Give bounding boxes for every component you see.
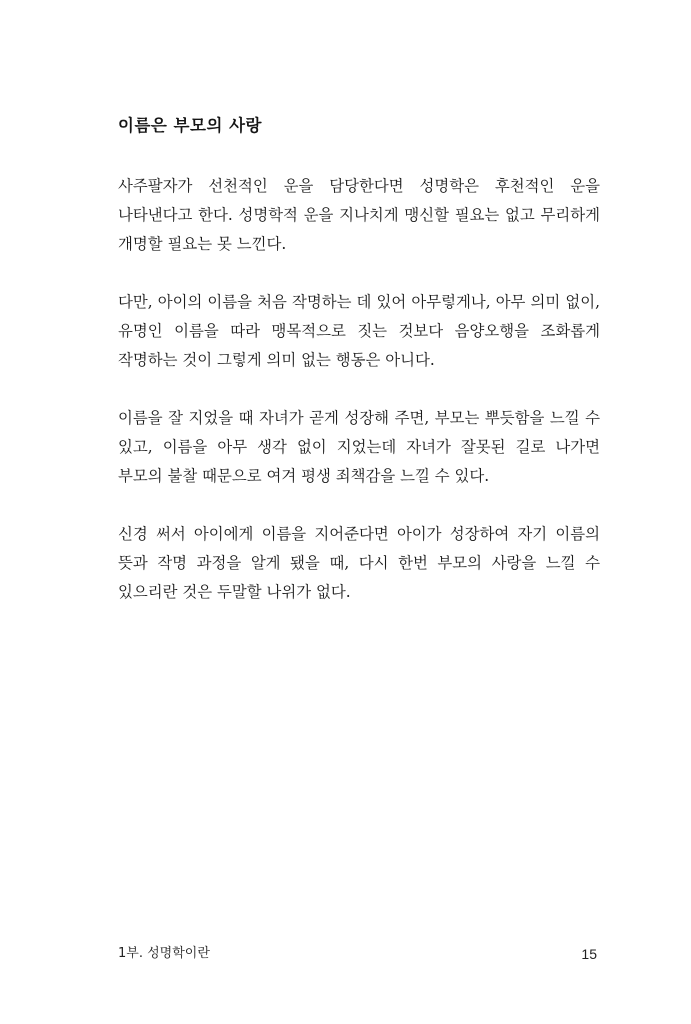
page-body — [118, 108, 600, 636]
page-number: 15 — [581, 946, 597, 962]
paragraph-1: 사주팔자가 선천적인 운을 담당한다면 성명학은 후천적인 운을 나타낸다고 한다. 성명학적 운을 지나치게 맹신할 필요는 없고 무리하게 개명할 필요는 못 느낀다. — [118, 177, 600, 253]
section-title: 이름은 부모의 사랑 — [118, 116, 263, 135]
paragraph-3: 이름을 잘 지었을 때 자녀가 곧게 성장해 주면, 부모는 뿌듯함을 느낄 수 있고, 이름을 아무 생각 없이 지었는데 자녀가 잘못된 길로 나가면 부모의 불찰 때문으로 여겨 평생 죄책감을 느낄 수 있다. — [118, 409, 600, 485]
running-footer-chapter: 1부. 성명학이란 — [118, 946, 210, 961]
paragraph-2: 다만, 아이의 이름을 처음 작명하는 데 있어 아무렇게나, 아무 의미 없이, 유명인 이름을 따라 맹목적으로 짓는 것보다 음양오행을 조화롭게 작명하는 것이 그렇게 의미 없는 행동은 아니다. — [118, 293, 600, 369]
paragraph-4: 신경 써서 아이에게 이름을 지어준다면 아이가 성장하여 자기 이름의 뜻과 작명 과정을 알게 됐을 때, 다시 한번 부모의 사랑을 느낄 수 있으리란 것은 두말할 나위가 없다. — [118, 525, 600, 601]
